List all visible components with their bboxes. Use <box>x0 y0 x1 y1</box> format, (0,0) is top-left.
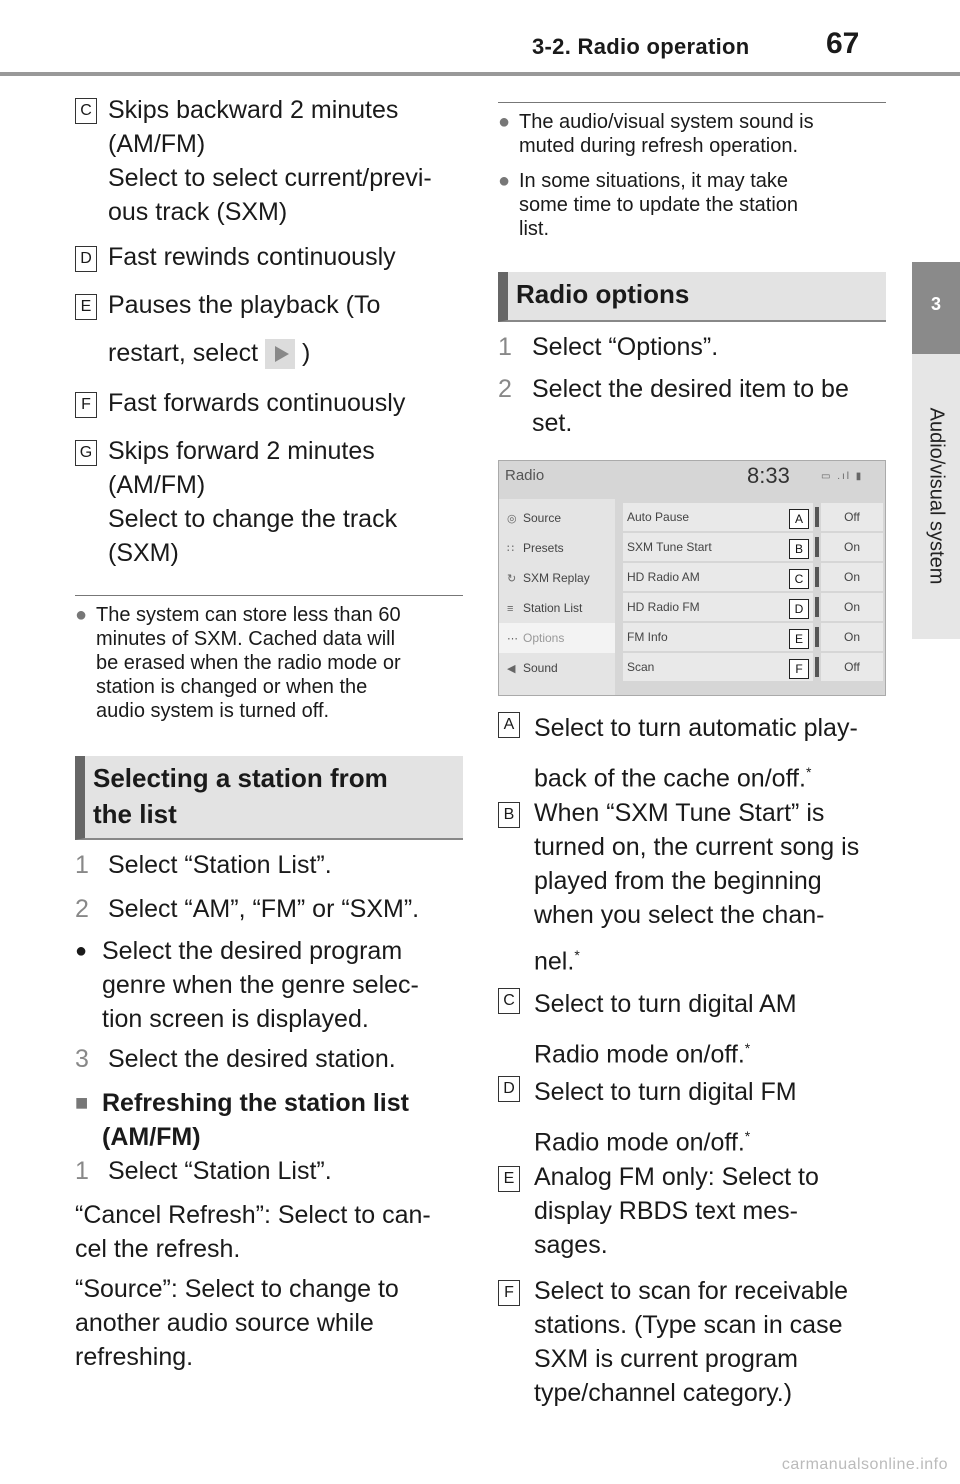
text-line: sages. <box>534 1231 608 1259</box>
text-line: turned on, the current song is <box>534 833 860 861</box>
step-2 <box>75 892 89 926</box>
text-line: Select to turn automatic play- <box>534 714 858 742</box>
text-line: SXM is current program <box>534 1345 798 1373</box>
text-line <box>534 750 858 800</box>
section-heading-station-list <box>75 756 463 840</box>
step-1-text: Select “Station List”. <box>108 851 332 879</box>
bullet-icon: ● <box>498 170 511 192</box>
text-line: display RBDS text mes- <box>534 1197 798 1225</box>
callout-c: C <box>75 98 97 124</box>
header-divider <box>0 72 960 76</box>
text-line: Skips backward 2 minutes <box>108 96 399 124</box>
radio-options-screenshot <box>498 460 886 696</box>
text-line: type/channel category.) <box>534 1379 793 1407</box>
item-b-text <box>534 796 859 978</box>
text-line: some time to update the station <box>519 194 799 216</box>
text-line <box>534 1026 797 1076</box>
text-line: Select the desired program <box>102 937 403 965</box>
toggle-indicator <box>815 597 819 617</box>
toggle-indicator <box>815 507 819 527</box>
text-line: station is changed or when the <box>96 676 368 698</box>
callout-e: E <box>75 294 97 320</box>
sidebar-label: Station List <box>523 601 583 615</box>
option-row-sxm-tune-start[interactable] <box>619 533 885 563</box>
subheading-refresh <box>102 1086 409 1154</box>
text-line: Analog FM only: Select to <box>534 1163 819 1191</box>
footnote-marker: * <box>744 1128 751 1144</box>
step-number: 1 <box>498 333 512 361</box>
text-line: Refreshing the station list <box>102 1089 409 1117</box>
sidebar-label: Options <box>523 631 565 645</box>
callout-e: E <box>498 1166 520 1192</box>
note-divider <box>75 595 463 596</box>
option-label: HD Radio FM <box>623 593 813 621</box>
text-line: Select to turn digital FM <box>534 1078 797 1106</box>
screen-title: Radio <box>505 467 545 484</box>
text-line: when you select the chan- <box>534 901 825 929</box>
text-span: back of the cache on/off. <box>534 764 806 793</box>
options-step-2-text <box>532 372 849 440</box>
step-number: 1 <box>75 851 89 879</box>
option-label: Auto Pause <box>623 503 813 531</box>
step-3 <box>75 1042 89 1076</box>
sidebar-label: Presets <box>523 541 564 555</box>
item-e-line2 <box>108 336 310 370</box>
step-3-text: Select the desired station. <box>108 1045 396 1073</box>
list-icon: ≡ <box>507 603 514 615</box>
option-value[interactable]: On <box>821 623 883 651</box>
note-2-text <box>519 169 798 241</box>
text-line: audio system is turned off. <box>96 700 330 722</box>
footnote-marker: * <box>805 764 812 780</box>
option-row-scan[interactable] <box>619 653 885 683</box>
options-step-2 <box>498 372 512 406</box>
sidebar-item-sound[interactable] <box>499 653 615 683</box>
callout-a: A <box>498 712 520 738</box>
text-line: The audio/visual system sound is <box>519 111 814 133</box>
text-line: (AM/FM) <box>102 1123 201 1151</box>
option-label: SXM Tune Start <box>623 533 813 561</box>
text-span: Radio mode on/off. <box>534 1128 745 1157</box>
text-line: played from the beginning <box>534 867 822 895</box>
option-row-auto-pause[interactable] <box>619 503 885 533</box>
option-row-hd-radio-am[interactable] <box>619 563 885 593</box>
text-line: Skips forward 2 minutes <box>108 437 375 465</box>
callout-d: D <box>498 1076 520 1102</box>
page-number: 67 <box>826 27 860 60</box>
replay-icon: ↻ <box>507 573 517 585</box>
notes-divider <box>498 102 886 103</box>
cancel-refresh-para <box>75 1198 431 1266</box>
text-line: set. <box>532 409 573 437</box>
source-icon: ◎ <box>507 513 517 525</box>
text-line: genre when the genre selec- <box>102 971 419 999</box>
text-line: tion screen is displayed. <box>102 1005 369 1033</box>
play-icon <box>265 339 295 369</box>
callout-f: F <box>75 392 97 418</box>
toggle-indicator <box>815 537 819 557</box>
section-heading-radio-options: Radio options <box>498 272 886 322</box>
item-f-text: Fast forwards continuously <box>108 389 406 417</box>
options-step-1 <box>498 330 512 364</box>
heading-line: Selecting a station from <box>93 763 388 793</box>
refresh-step-1 <box>75 1154 89 1188</box>
source-para <box>75 1272 399 1374</box>
toggle-indicator <box>815 657 819 677</box>
option-label: FM Info <box>623 623 813 651</box>
toggle-indicator <box>815 567 819 587</box>
item-c-right-text <box>534 982 797 1076</box>
sidebar-item-sxm-replay[interactable] <box>499 563 615 593</box>
sidebar-label: SXM Replay <box>523 571 590 585</box>
text-line: be erased when the radio mode or <box>96 652 401 674</box>
option-value[interactable]: On <box>821 533 883 561</box>
item-d-text: Fast rewinds continuously <box>108 243 396 271</box>
text-line <box>534 1114 797 1164</box>
bullet-icon: ● <box>498 111 511 133</box>
option-value[interactable]: On <box>821 593 883 621</box>
footnote-marker: * <box>574 947 580 963</box>
callout-e: E <box>789 629 809 649</box>
option-row-hd-radio-fm[interactable] <box>619 593 885 623</box>
screen-sidebar <box>499 499 615 695</box>
step-number: 1 <box>75 1157 89 1185</box>
text-line: The system can store less than 60 <box>96 604 401 626</box>
item-e-line1: Pauses the playback (To <box>108 291 381 319</box>
callout-g: G <box>75 440 97 466</box>
item-a-text <box>534 706 858 800</box>
chapter-label: Audio/visual system <box>925 407 948 585</box>
sidebar-item-station-list[interactable] <box>499 593 615 623</box>
callout-c: C <box>498 988 520 1014</box>
chapter-number: 3 <box>930 294 941 314</box>
callout-b: B <box>498 802 520 828</box>
sidebar-item-options[interactable] <box>499 623 615 653</box>
text-line: When “SXM Tune Start” is <box>534 799 825 827</box>
square-bullet-icon: ■ <box>75 1090 89 1115</box>
text-line: (AM/FM) <box>108 471 206 499</box>
item-g-text <box>108 434 397 570</box>
callout-a: A <box>789 509 809 529</box>
toggle-indicator <box>815 627 819 647</box>
text-line: “Cancel Refresh”: Select to can- <box>75 1201 431 1229</box>
text-span: restart, select <box>108 339 259 367</box>
option-value[interactable]: Off <box>821 653 883 681</box>
sidebar-item-source[interactable] <box>499 503 615 533</box>
watermark: carmanualsonline.info <box>781 1456 948 1473</box>
text-line: Select to turn digital AM <box>534 990 797 1018</box>
text-line: refreshing. <box>75 1343 194 1371</box>
text-line: (SXM) <box>108 539 179 567</box>
option-row-fm-info[interactable] <box>619 623 885 653</box>
note-text <box>96 603 401 723</box>
sidebar-label: Source <box>523 511 562 525</box>
note-1-text <box>519 110 814 158</box>
callout-f: F <box>498 1280 520 1306</box>
text-line: ous track (SXM) <box>108 198 288 226</box>
text-line: Select to select current/previ- <box>108 164 432 192</box>
text-line: muted during refresh operation. <box>519 135 799 157</box>
options-step-1-text: Select “Options”. <box>532 333 719 361</box>
text-line: Select to scan for receivable <box>534 1277 849 1305</box>
text-line: list. <box>519 218 549 240</box>
step-number: 2 <box>498 375 512 403</box>
text-line <box>534 938 859 978</box>
text-line: “Source”: Select to change to <box>75 1275 399 1303</box>
heading-line: the list <box>93 799 177 829</box>
status-icons: ▭ .ıl ▮ <box>821 471 864 482</box>
step-2-text: Select “AM”, “FM” or “SXM”. <box>108 895 420 923</box>
item-c-text <box>108 93 432 229</box>
callout-d: D <box>789 599 809 619</box>
text-line: Select to change the track <box>108 505 398 533</box>
callout-f: F <box>789 659 809 679</box>
sidebar-item-presets[interactable] <box>499 533 615 563</box>
step-number: 3 <box>75 1045 89 1073</box>
text-line: another audio source while <box>75 1309 374 1337</box>
step-1 <box>75 848 89 882</box>
text-line: minutes of SXM. Cached data will <box>96 628 396 650</box>
text-line: Select the desired item to be <box>532 375 849 403</box>
option-value[interactable]: On <box>821 563 883 591</box>
section-header: 3-2. Radio operation <box>532 34 750 59</box>
text-line: stations. (Type scan in case <box>534 1311 843 1339</box>
text-line: (AM/FM) <box>108 130 206 158</box>
text-line: In some situations, it may take <box>519 170 789 192</box>
refresh-step-1-text: Select “Station List”. <box>108 1157 332 1185</box>
callout-b: B <box>789 539 809 559</box>
text-span: ) <box>301 339 311 367</box>
footnote-marker: * <box>744 1040 751 1056</box>
text-line: cel the refresh. <box>75 1235 241 1263</box>
option-value[interactable]: Off <box>821 503 883 531</box>
sidebar-label: Sound <box>523 661 558 675</box>
item-f-right-text <box>534 1274 848 1410</box>
screen-clock: 8:33 <box>747 463 790 488</box>
dot-bullet-icon: ● <box>75 940 88 962</box>
options-icon: ⋯ <box>507 633 518 645</box>
step-number: 2 <box>75 895 89 923</box>
presets-icon: ∷ <box>507 543 514 555</box>
callout-d: D <box>75 246 97 272</box>
dot-item-text <box>102 934 419 1036</box>
text-span: nel. <box>534 947 575 976</box>
item-d-right-text <box>534 1070 797 1164</box>
sound-icon: ◀ <box>507 663 516 675</box>
option-label: HD Radio AM <box>623 563 813 591</box>
item-e-right-text <box>534 1160 819 1262</box>
option-label: Scan <box>623 653 813 681</box>
callout-c: C <box>789 569 809 589</box>
bullet-icon: ● <box>75 604 88 626</box>
text-span: Radio mode on/off. <box>534 1040 745 1069</box>
